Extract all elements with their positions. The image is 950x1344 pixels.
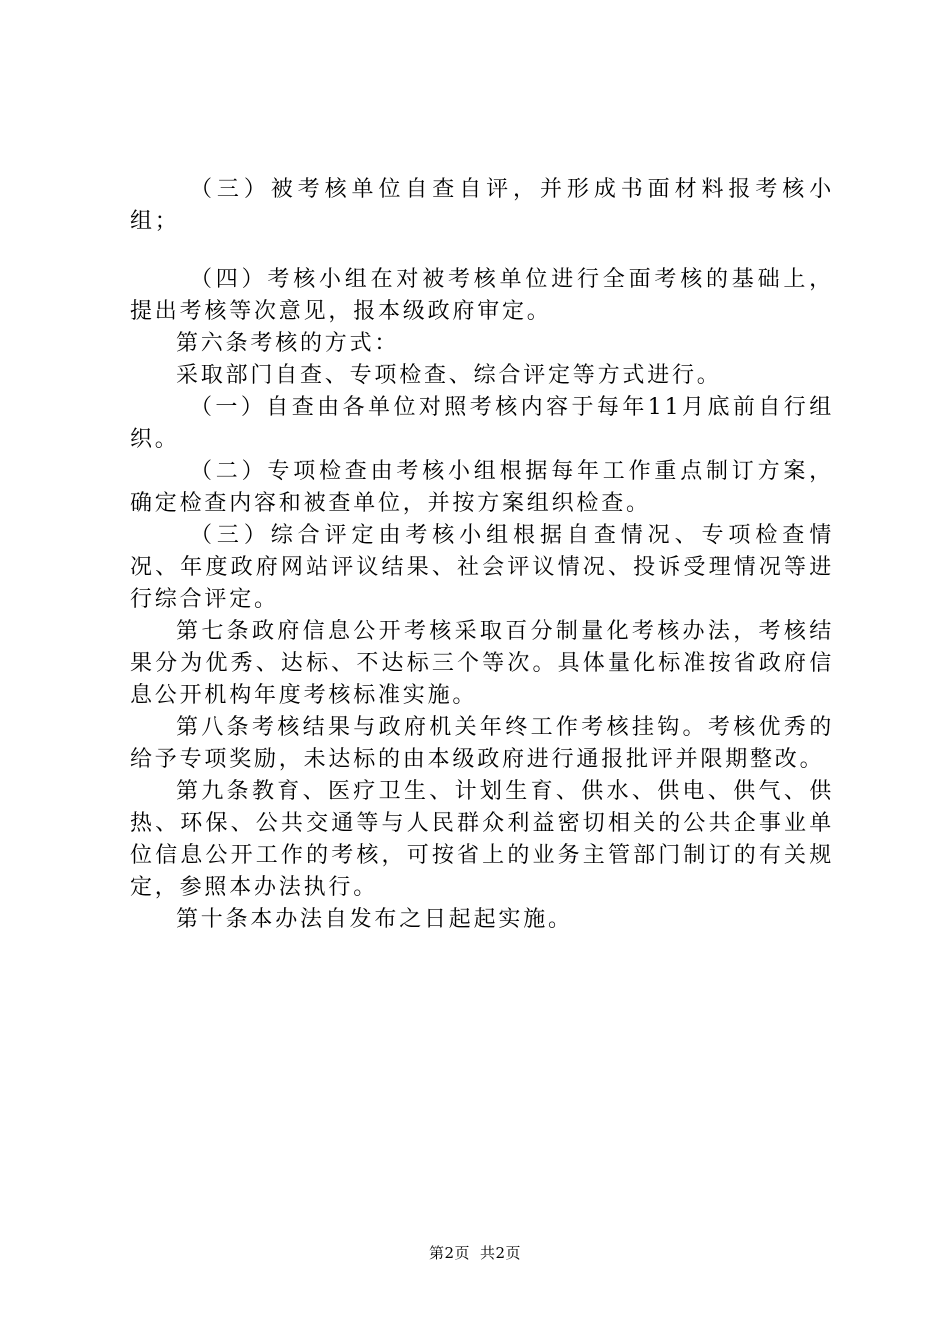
paragraph-comprehensive-evaluation: （三）综合评定由考核小组根据自查情况、专项检查情况、年度政府网站评议结果、社会评议情况、投诉受理情况等进行综合评定。 <box>130 523 834 612</box>
paragraph-article-9: 第九条教育、医疗卫生、计划生育、供水、供电、供气、供热、环保、公共交通等与人民群众利益密切相关的公共企事业单位信息公开工作的考核，可按省上的业务主管部门制订的有关规定，参照本办法执行。 <box>130 779 834 900</box>
paragraph-self-check: （一）自查由各单位对照考核内容于每年11月底前自行组织。 <box>130 395 834 452</box>
paragraph-article-7: 第七条政府信息公开考核采取百分制量化考核办法，考核结果分为优秀、达标、不达标三个等次。具体量化标准按省政府信息公开机构年度考核标准实施。 <box>130 619 834 708</box>
paragraph-self-evaluation: （三）被考核单位自查自评，并形成书面材料报考核小组； <box>130 177 834 234</box>
paragraph-assessment-group: （四）考核小组在对被考核单位进行全面考核的基础上，提出考核等次意见，报本级政府审定。 <box>130 267 834 324</box>
paragraph-special-inspection: （二）专项检查由考核小组根据每年工作重点制订方案，确定检查内容和被查单位，并按方案组织检查。 <box>130 459 834 516</box>
paragraph-article-6-heading: 第六条考核的方式： <box>176 331 400 356</box>
page-number-total: 共2页 <box>480 1244 522 1262</box>
paragraph-article-10: 第十条本办法自发布之日起起实施。 <box>176 907 573 932</box>
page-number-current: 第2页 <box>428 1244 470 1262</box>
paragraph-article-8: 第八条考核结果与政府机关年终工作考核挂钩。考核优秀的给予专项奖励，未达标的由本级政府进行通报批评并限期整改。 <box>130 715 834 772</box>
paragraph-assessment-methods: 采取部门自查、专项检查、综合评定等方式进行。 <box>176 363 722 388</box>
page-footer <box>0 1243 950 1263</box>
document-body <box>130 174 834 936</box>
